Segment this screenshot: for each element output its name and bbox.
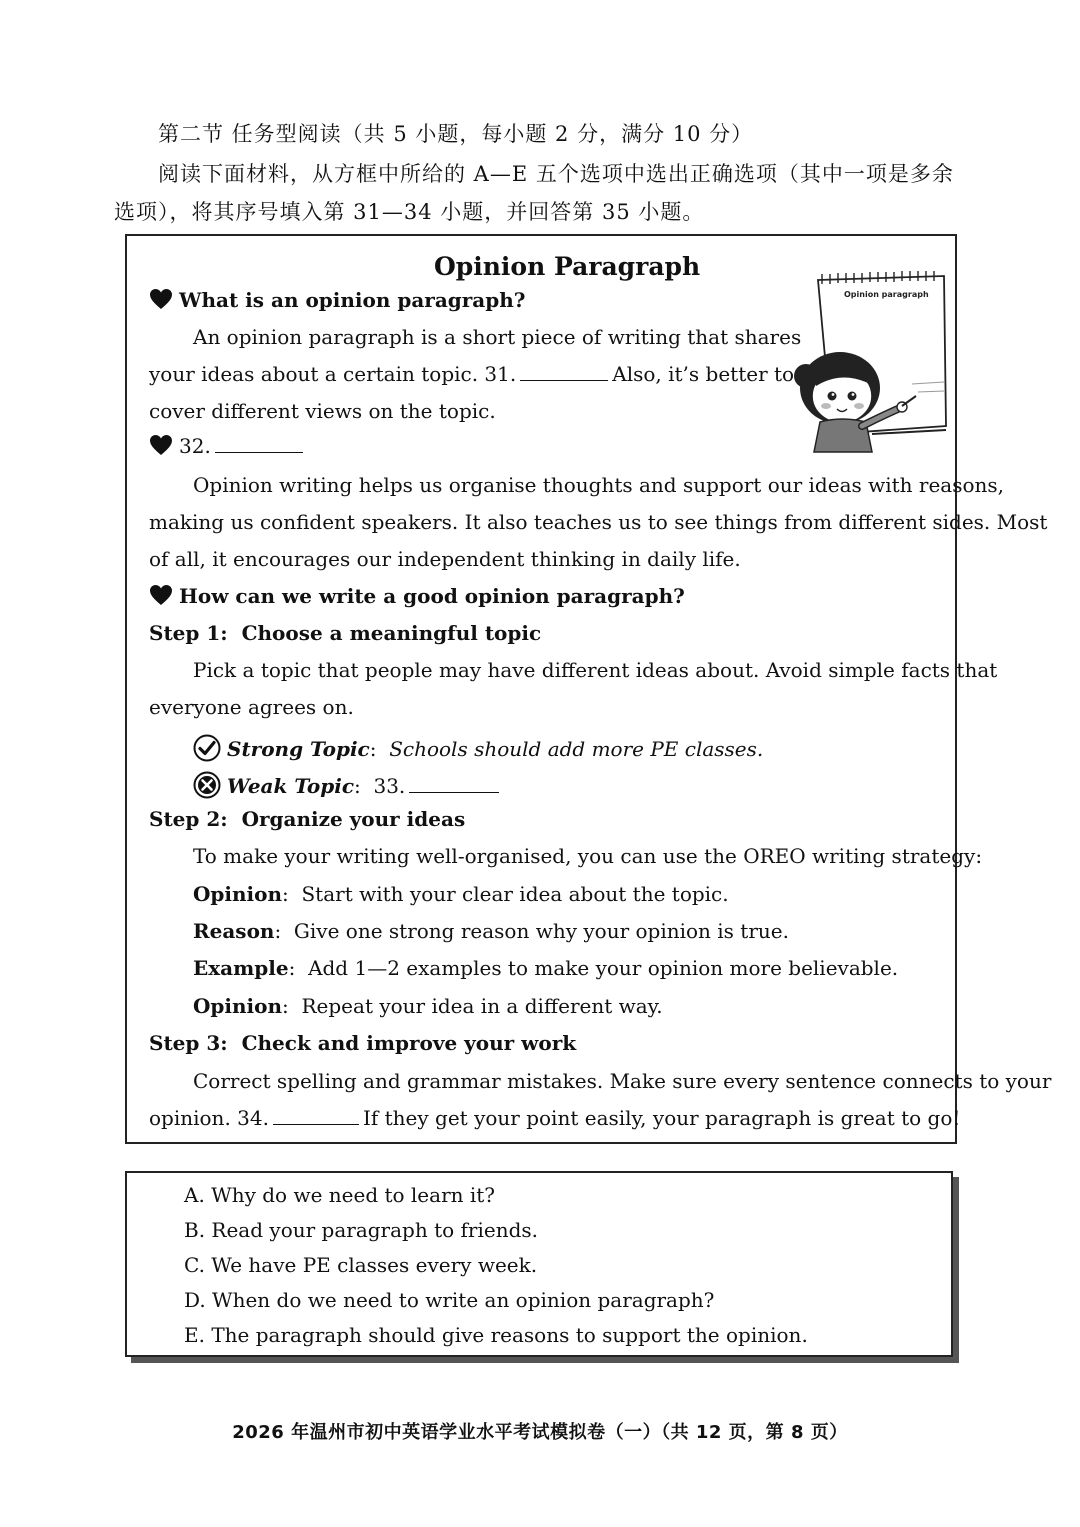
step-1-label: Step 1: [149,621,228,645]
check-circle-icon [193,734,221,762]
heading-32 [149,434,307,458]
strong-topic-text: Schools should add more PE classes. [389,737,764,761]
p1-line-1: An opinion paragraph is a short piece of writing that shares [193,325,802,349]
oreo-term: Opinion [193,994,283,1018]
instruction-line-1: 阅读下面材料，从方框中所给的 A—E 五个选项中选出正确选项（其中一项是多余 [158,162,954,186]
answer-blank-32[interactable] [215,436,303,453]
oreo-term: Reason [193,919,275,943]
oreo-item: Opinion: Repeat your idea in a different way. [193,994,663,1018]
p1-line-2a: your ideas about a certain topic. 31. [149,362,517,386]
heading-what-is [149,288,526,312]
heading-how [149,584,685,608]
heart-icon [149,584,173,606]
oreo-item: Opinion: Start with your clear idea about the topic. [193,882,729,906]
step-3-heading [149,1031,576,1055]
oreo-term: Example [193,956,289,980]
step-3-line-2b: If they get your point easily, your paragraph is great to go! [362,1106,961,1130]
heading-how-text: How can we write a good opinion paragraph? [179,584,685,608]
passage-title: Opinion Paragraph [434,252,701,281]
option-a: A. Why do we need to learn it? [184,1183,496,1207]
oreo-term: Opinion [193,882,283,906]
girl-writing-illustration [792,266,952,456]
weak-topic-line: Weak Topic: 33. [193,771,503,799]
answer-blank-34[interactable] [273,1108,359,1125]
heading-32-text: 32. [179,434,211,458]
answer-blank-33[interactable] [409,776,499,793]
oreo-desc: Start with your clear idea about the topic. [301,882,729,906]
step-1-title: Choose a meaningful topic [241,621,542,645]
step-3-label: Step 3: [149,1031,228,1055]
oreo-desc: Give one strong reason why your opinion is true. [293,919,789,943]
p2-line-1: Opinion writing helps us organise thoughts and support our ideas with reasons, [193,473,1005,497]
step-3-line-1: Correct spelling and grammar mistakes. Make sure every sentence connects to your [193,1069,1052,1093]
heading-what-is-text: What is an opinion paragraph? [179,288,526,312]
section-title: 第二节 任务型阅读（共 5 小题，每小题 2 分，满分 10 分） [158,122,754,146]
heart-icon [149,288,173,310]
step-3-line-2 [149,1106,960,1130]
step-3-title: Check and improve your work [241,1031,577,1055]
options-box [125,1171,953,1357]
strong-topic-label: Strong Topic [227,737,370,761]
strong-topic-line: Strong Topic: Schools should add more PE classes. [193,734,763,762]
option-e: E. The paragraph should give reasons to support the opinion. [184,1323,808,1347]
answer-blank-31[interactable] [520,364,608,381]
step-1-line-2: everyone agrees on. [149,695,354,719]
p2-line-3: of all, it encourages our independent thinking in daily life. [149,547,741,571]
weak-topic-label: Weak Topic [227,774,355,798]
p1-line-2 [149,362,794,386]
step-3-line-2a: opinion. 34. [149,1106,269,1130]
heart-icon [149,434,173,456]
oreo-desc: Repeat your idea in a different way. [301,994,663,1018]
oreo-desc: Add 1—2 examples to make your opinion more believable. [308,956,899,980]
oreo-item: Example: Add 1—2 examples to make your opinion more believable. [193,956,899,980]
oreo-item: Reason: Give one strong reason why your opinion is true. [193,919,789,943]
option-b: B. Read your paragraph to friends. [184,1218,539,1242]
step-1-heading [149,621,541,645]
step-2-label: Step 2: [149,807,228,831]
weak-topic-number: 33. [373,774,406,798]
page-footer: 2026 年温州市初中英语学业水平考试模拟卷（一）（共 12 页，第 8 页） [232,1422,848,1443]
option-c: C. We have PE classes every week. [184,1253,538,1277]
notebook-label: Opinion paragraph [844,290,929,299]
step-2-heading [149,807,465,831]
instruction-line-2: 选项），将其序号填入第 31—34 小题，并回答第 35 小题。 [114,200,705,224]
option-d: D. When do we need to write an opinion paragraph? [184,1288,715,1312]
cross-circle-icon [193,771,221,799]
step-2-title: Organize your ideas [241,807,466,831]
p2-line-2: making us confident speakers. It also teaches us to see things from different sides. Most [149,510,1048,534]
step-2-line-1: To make your writing well-organised, you can use the OREO writing strategy: [193,844,983,868]
p1-line-2b: Also, it’s better to [612,362,795,386]
p1-line-3: cover different views on the topic. [149,399,496,423]
step-1-line-1: Pick a topic that people may have different ideas about. Avoid simple facts that [193,658,998,682]
